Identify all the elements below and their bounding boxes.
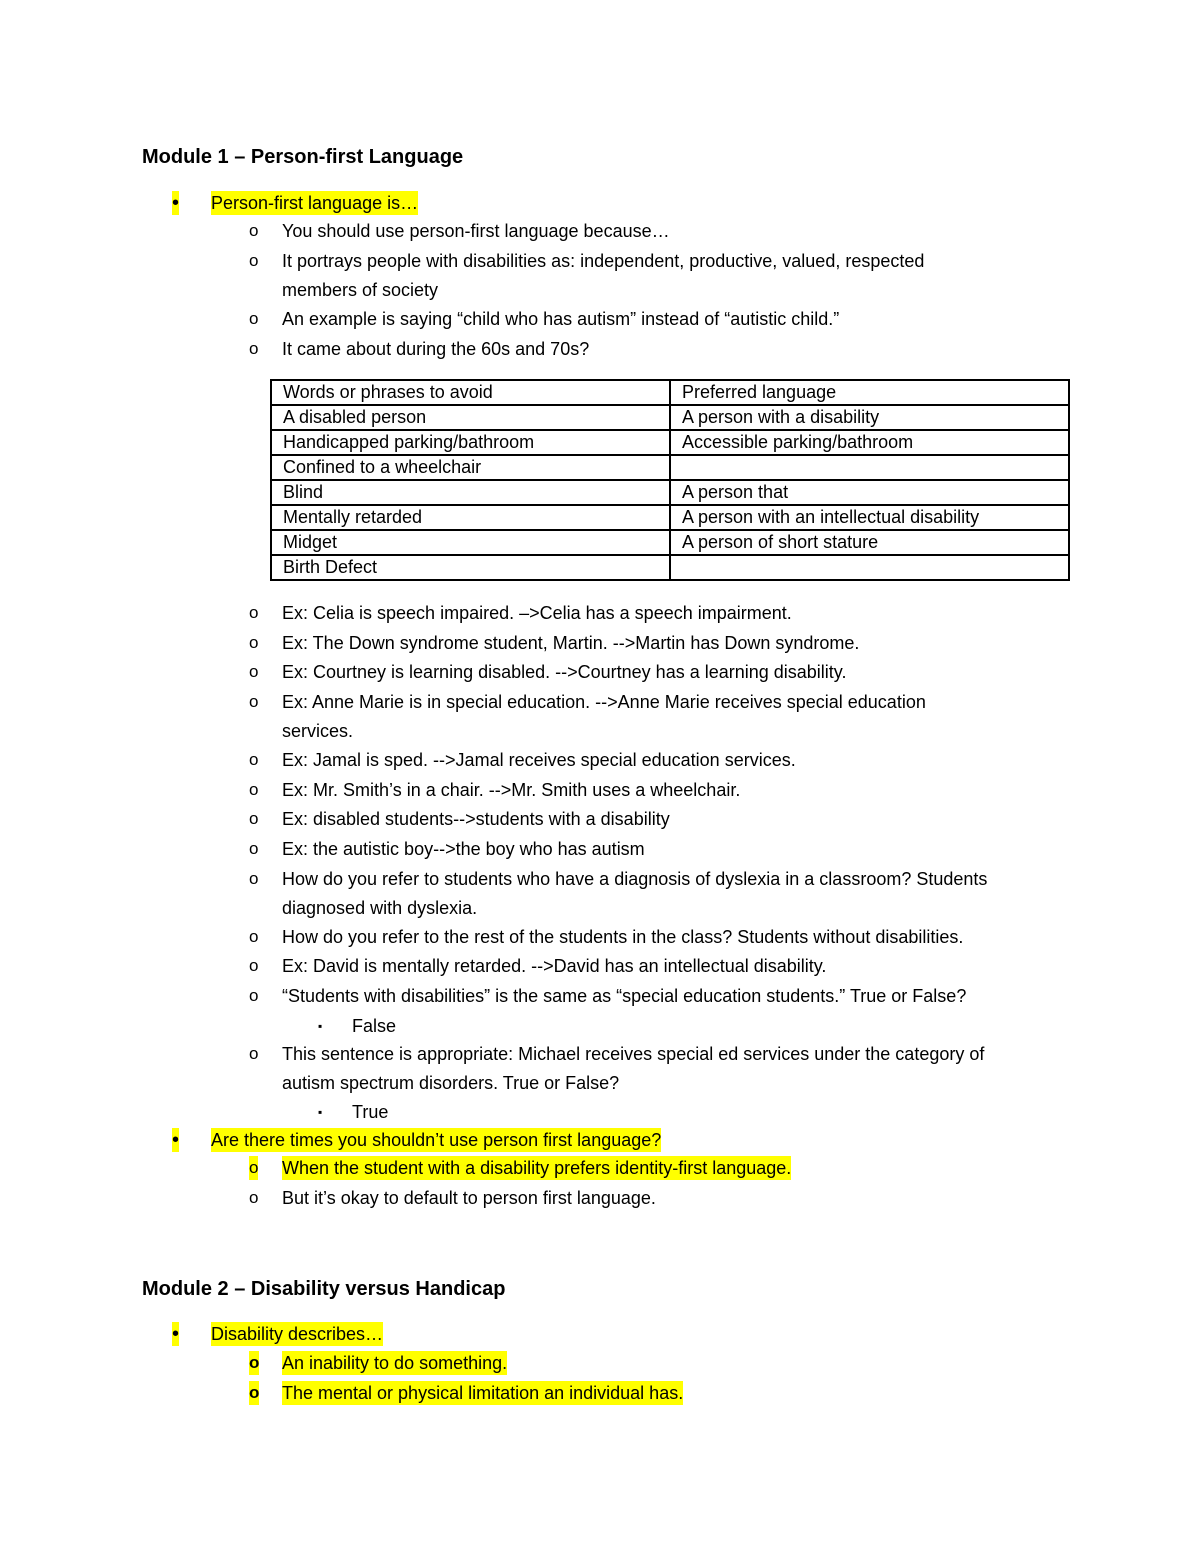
table-row <box>271 505 1069 530</box>
bullet-person-first-is: Person-first language is… <box>211 193 419 213</box>
sub-item-continuation: services. <box>282 721 354 741</box>
sub-item: But it’s okay to default to person first language. <box>282 1188 656 1208</box>
sub-item: It portrays people with disabilities as: independent, productive, valued, respected <box>282 251 925 271</box>
table-header-cell: Words or phrases to avoid <box>271 380 670 405</box>
sub-marker: o <box>249 780 259 799</box>
sub-item: Ex: Jamal is sped. -->Jamal receives special education services. <box>282 750 796 770</box>
sub-item: You should use person-first language because… <box>282 221 670 241</box>
sub-marker: o <box>249 633 259 652</box>
sub-marker: o <box>249 1381 259 1405</box>
sub-item: Ex: David is mentally retarded. -->David has an intellectual disability. <box>282 956 827 976</box>
sub-item: Ex: The Down syndrome student, Martin. -->Martin has Down syndrome. <box>282 633 860 653</box>
table-row <box>271 555 1069 580</box>
sub-item: Ex: disabled students-->students with a disability <box>282 809 670 829</box>
bullet-marker: • <box>172 192 180 214</box>
table-cell: A person with a disability <box>670 405 1069 430</box>
sub-item: This sentence is appropriate: Michael receives special ed services under the category of <box>282 1044 985 1064</box>
table-cell: Confined to a wheelchair <box>271 455 670 480</box>
sub-marker: o <box>249 603 259 622</box>
bullet-marker: • <box>172 1323 180 1345</box>
sub-marker: o <box>249 221 259 240</box>
sub-item: Ex: Mr. Smith’s in a chair. -->Mr. Smith uses a wheelchair. <box>282 780 741 800</box>
sub-item: Ex: Courtney is learning disabled. -->Courtney has a learning disability. <box>282 662 847 682</box>
sub-item: An example is saying “child who has autism” instead of “autistic child.” <box>282 309 840 329</box>
sub-marker: o <box>249 1188 259 1207</box>
sub-marker: o <box>249 251 259 270</box>
table-cell: A person with an intellectual disability <box>670 505 1069 530</box>
table-cell: Midget <box>271 530 670 555</box>
sub-item: Ex: the autistic boy-->the boy who has autism <box>282 839 645 859</box>
bullet-times-shouldnt-use: Are there times you shouldn’t use person first language? <box>211 1130 662 1150</box>
bullet-disability-describes: Disability describes… <box>211 1324 384 1344</box>
subsub-item: False <box>352 1016 397 1036</box>
sub-item: When the student with a disability prefers identity-first language. <box>282 1158 792 1178</box>
sub-marker: o <box>249 927 259 946</box>
table-header-row <box>271 380 1069 405</box>
sub-item: The mental or physical limitation an individual has. <box>282 1383 684 1403</box>
table-cell <box>670 555 1069 580</box>
sub-marker: o <box>249 956 259 975</box>
sub-marker: o <box>249 339 259 358</box>
sub-item: Ex: Celia is speech impaired. –>Celia has a speech impairment. <box>282 603 792 623</box>
table-row <box>271 480 1069 505</box>
sub-item: It came about during the 60s and 70s? <box>282 339 590 359</box>
table-row <box>271 455 1069 480</box>
sub-item-continuation: diagnosed with dyslexia. <box>282 898 478 918</box>
sub-marker: o <box>249 309 259 328</box>
sub-item: Ex: Anne Marie is in special education. -->Anne Marie receives special education <box>282 692 926 712</box>
sub-marker: o <box>249 986 259 1005</box>
sub-marker: o <box>249 809 259 828</box>
table-cell: A disabled person <box>271 405 670 430</box>
sub-marker: o <box>249 839 259 858</box>
sub-item-continuation: members of society <box>282 280 439 300</box>
table-cell: Blind <box>271 480 670 505</box>
table-cell: A person of short stature <box>670 530 1069 555</box>
sub-marker: o <box>249 750 259 769</box>
table-row <box>271 430 1069 455</box>
table-cell: Handicapped parking/bathroom <box>271 430 670 455</box>
sub-marker: o <box>249 1044 259 1063</box>
table-cell: Birth Defect <box>271 555 670 580</box>
language-table <box>270 379 1070 581</box>
sub-marker: o <box>249 692 259 711</box>
bullet-marker: • <box>172 1129 180 1151</box>
table-row <box>271 405 1069 430</box>
sub-item: How do you refer to students who have a diagnosis of dyslexia in a classroom? Students <box>282 869 988 889</box>
sub-item: An inability to do something. <box>282 1353 508 1373</box>
table-row <box>271 530 1069 555</box>
table-header-cell: Preferred language <box>670 380 1069 405</box>
table-cell: Accessible parking/bathroom <box>670 430 1069 455</box>
subsub-item: True <box>352 1102 389 1122</box>
module-1-heading: Module 1 – Person-first Language <box>142 146 464 168</box>
module-2-heading: Module 2 – Disability versus Handicap <box>142 1278 506 1300</box>
table-cell <box>670 455 1069 480</box>
sub-marker: o <box>249 662 259 681</box>
subsub-marker: ▪ <box>318 1105 323 1119</box>
sub-item: How do you refer to the rest of the students in the class? Students without disabilities. <box>282 927 964 947</box>
subsub-marker: ▪ <box>318 1019 323 1033</box>
sub-marker: o <box>249 1351 259 1375</box>
table-cell: Mentally retarded <box>271 505 670 530</box>
table-cell: A person that <box>670 480 1069 505</box>
sub-item-continuation: autism spectrum disorders. True or False? <box>282 1073 620 1093</box>
sub-marker: o <box>249 1156 258 1180</box>
sub-marker: o <box>249 869 259 888</box>
sub-item: “Students with disabilities” is the same as “special education students.” True or False? <box>282 986 967 1006</box>
